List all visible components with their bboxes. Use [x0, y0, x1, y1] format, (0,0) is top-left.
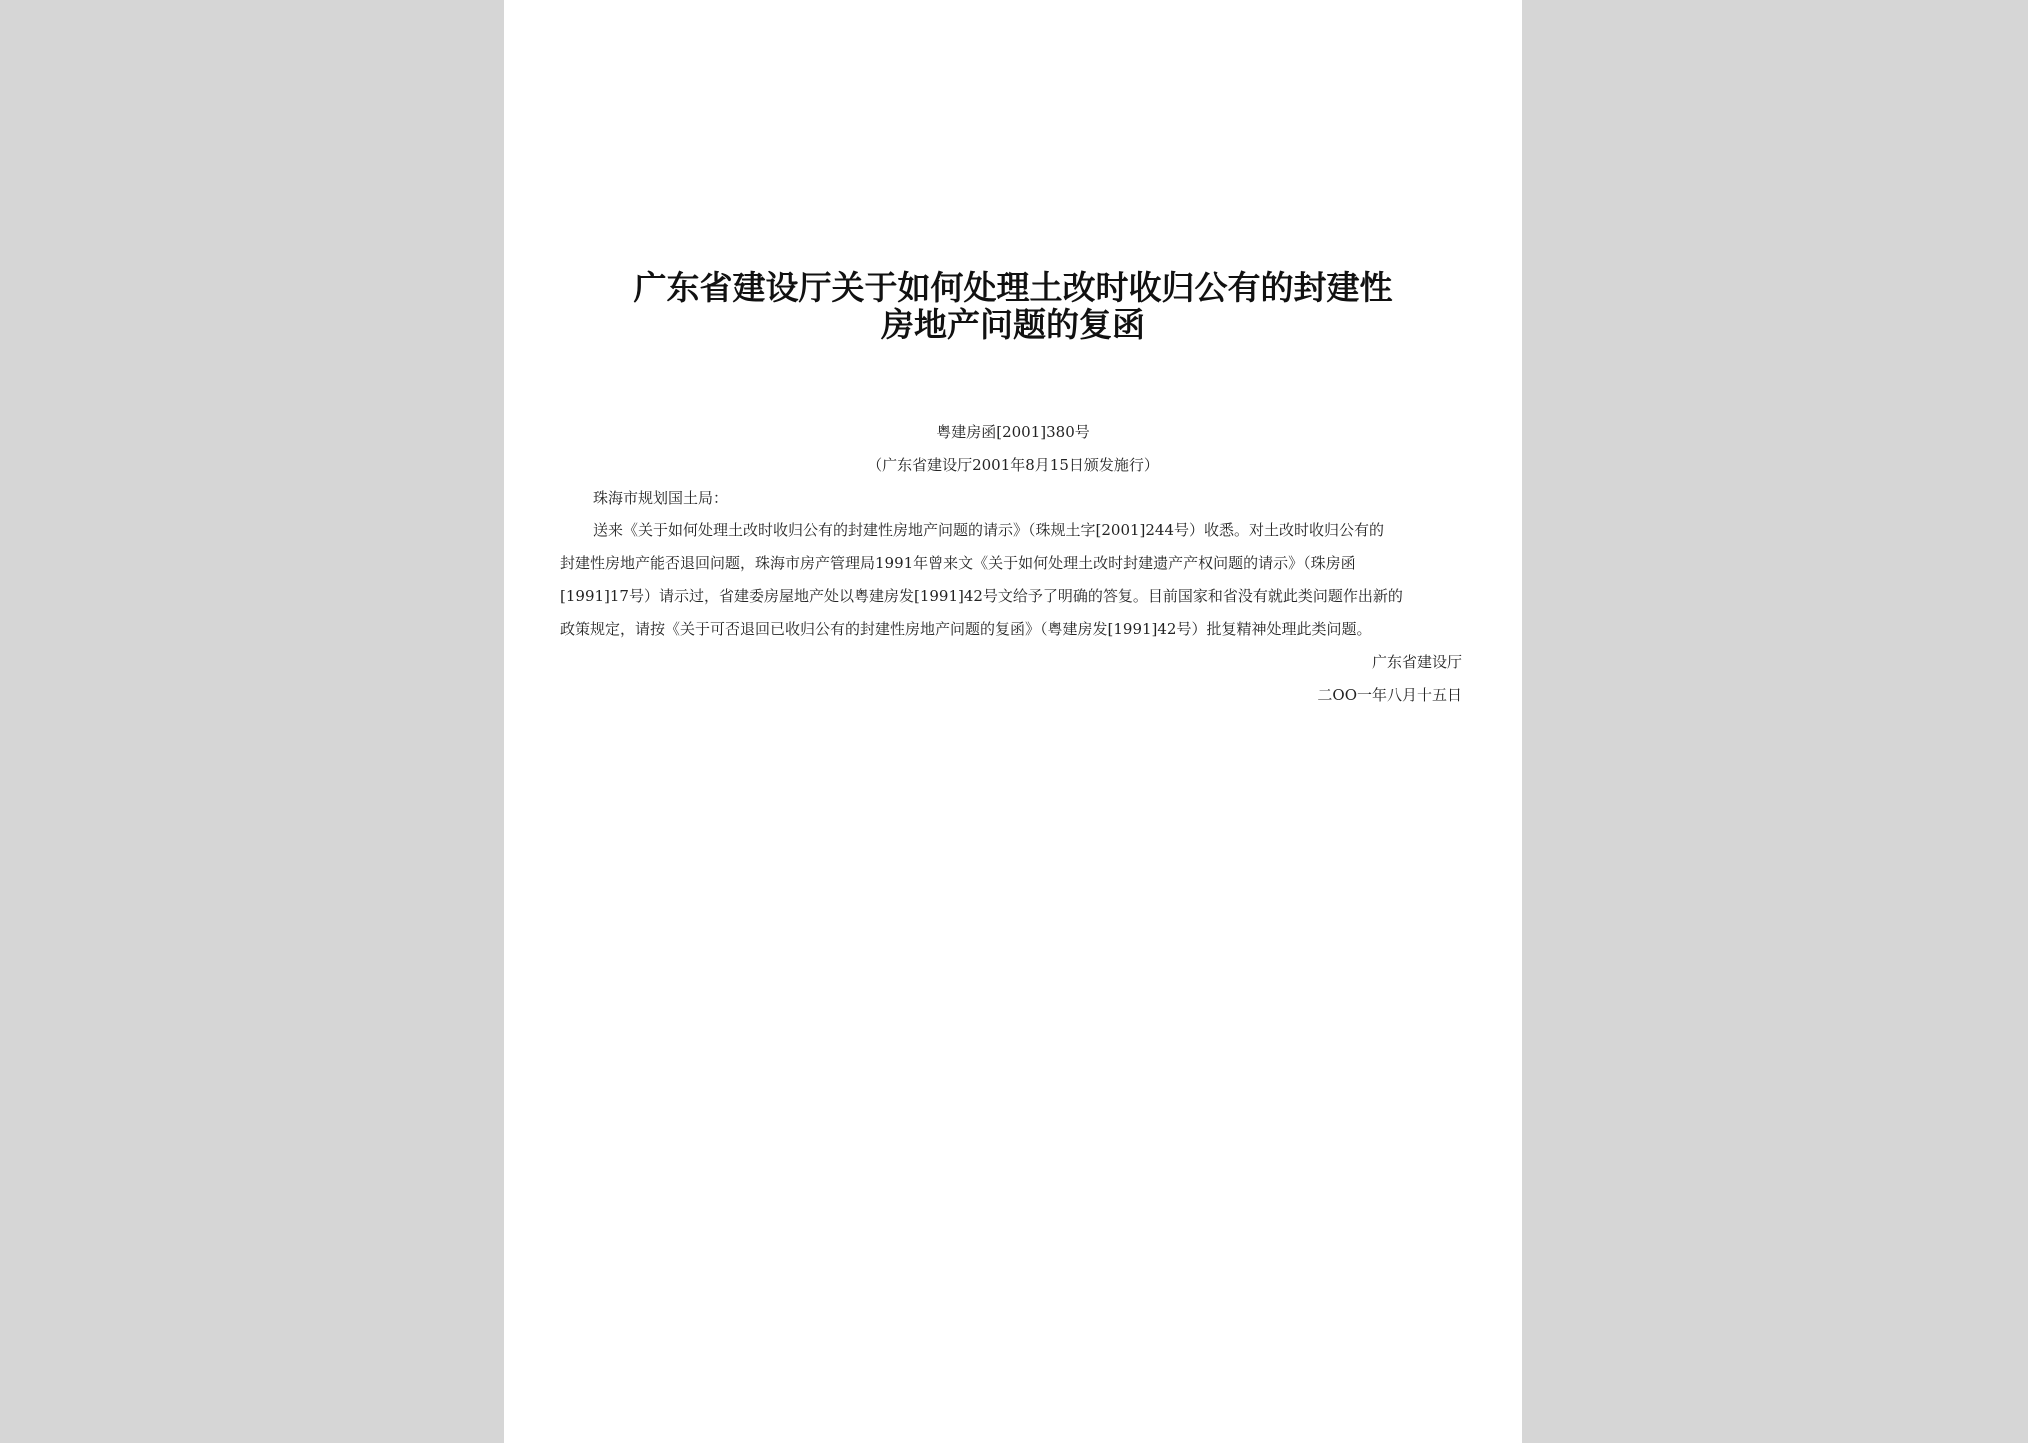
- document-title-line-2: 房地产问题的复函: [881, 305, 1145, 344]
- document-number: 粤建房函[2001]380号: [936, 423, 1090, 441]
- body-line-3: [1991]17号）请示过，省建委房屋地产处以粤建房发[1991]42号文给予了明确的答复。目前国家和省没有就此类问题作出新的: [560, 587, 1403, 605]
- document-page: [504, 0, 1522, 1443]
- document-title-line-1: 广东省建设厅关于如何处理土改时收归公有的封建性: [633, 268, 1393, 307]
- body-line-4: 政策规定，请按《关于可否退回已收归公有的封建性房地产问题的复函》（粤建房发[1991]42号）批复精神处理此类问题。: [560, 620, 1372, 638]
- signature: 广东省建设厅: [1371, 653, 1462, 671]
- issue-note: （广东省建设厅2001年8月15日颁发施行）: [867, 456, 1159, 474]
- addressee: 珠海市规划国土局：: [593, 489, 729, 507]
- body-line-2: 封建性房地产能否退回问题，珠海市房产管理局1991年曾来文《关于如何处理土改时封建遗产产权问题的请示》（珠房函: [560, 554, 1356, 572]
- signature-date: 二OO一年八月十五日: [1317, 686, 1462, 704]
- body-line-1: 送来《关于如何处理土改时收归公有的封建性房地产问题的请示》（珠规土字[2001]244号）收悉。对土改时收归公有的: [593, 521, 1385, 539]
